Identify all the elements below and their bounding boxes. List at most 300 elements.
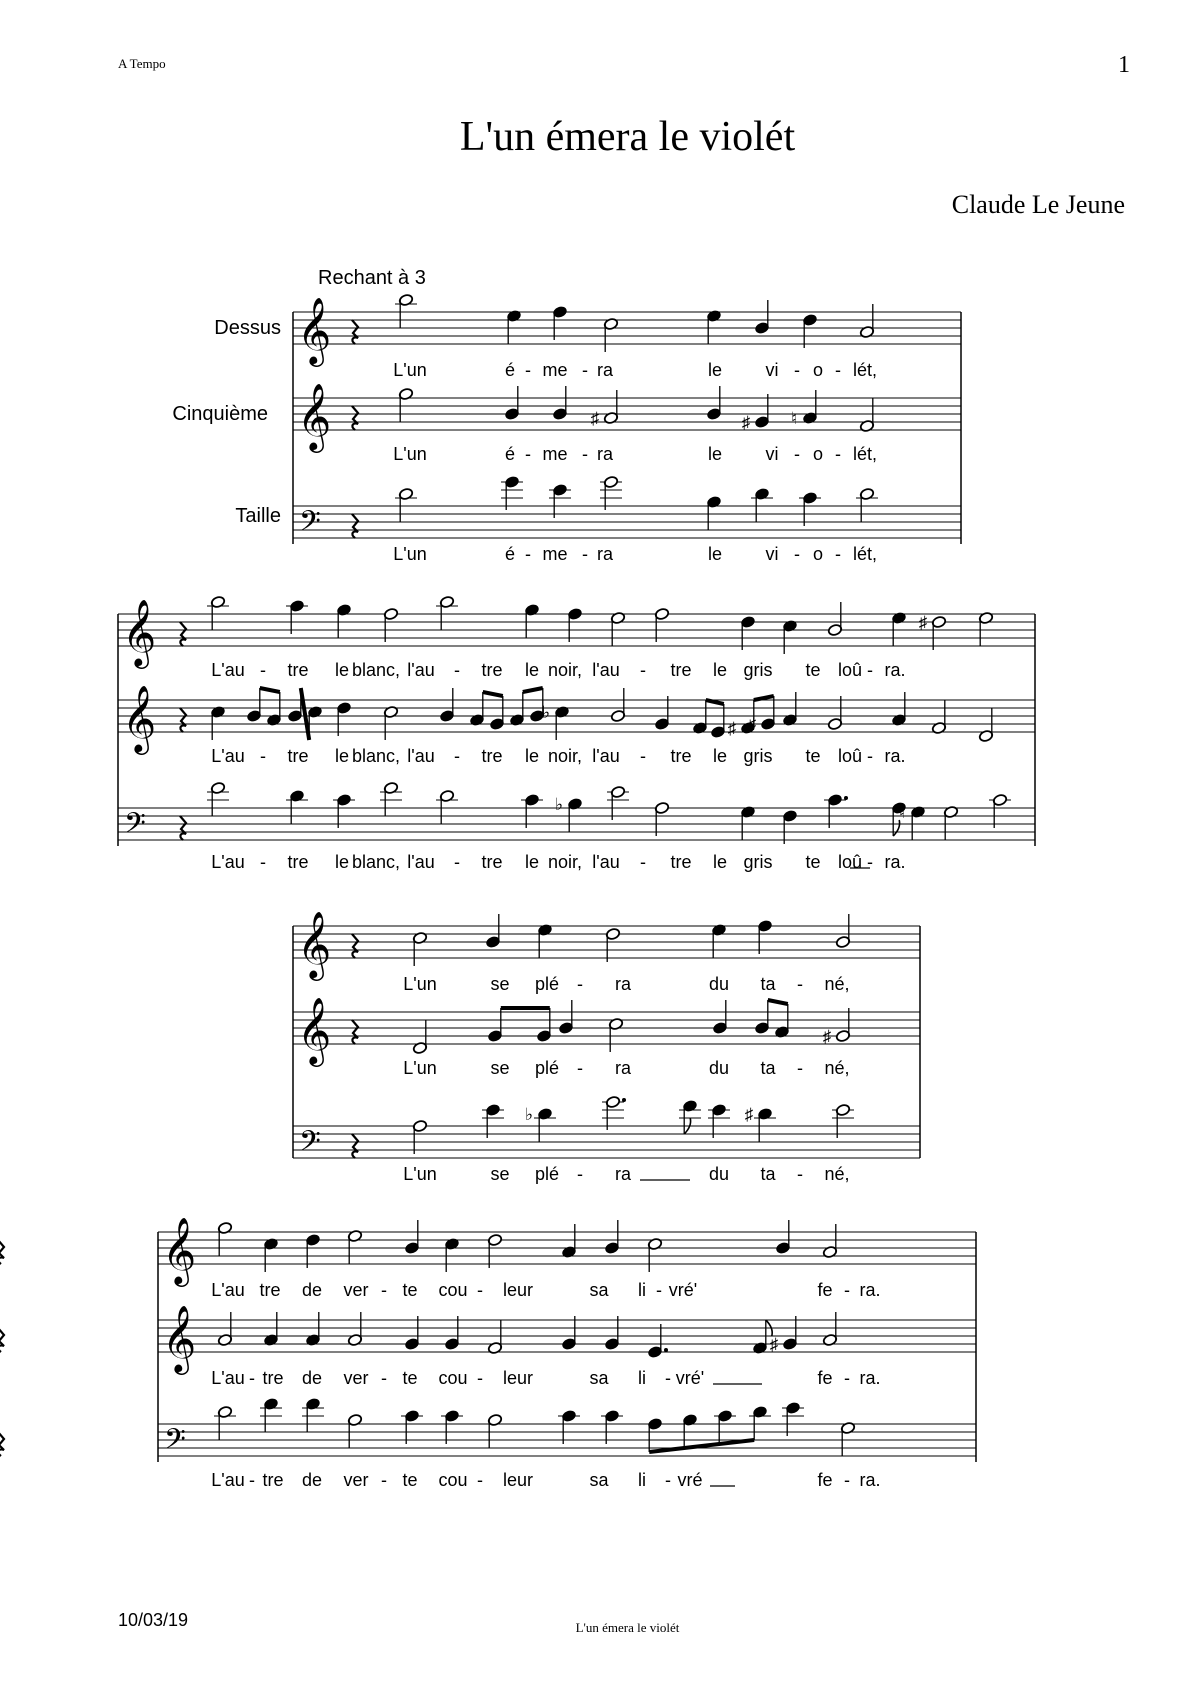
lyric-syllable: - — [260, 746, 266, 766]
lyric-syllable: - — [260, 660, 266, 680]
lyric-syllable: - — [640, 660, 646, 680]
note — [302, 1397, 324, 1432]
lyric-syllable: l'au — [407, 660, 435, 680]
note — [436, 789, 458, 824]
lyric-syllable: te — [805, 746, 821, 766]
lyric-syllable: - — [454, 746, 460, 766]
lyric-syllable: - — [577, 974, 583, 994]
lyric-syllable: le — [524, 746, 540, 766]
note — [333, 793, 355, 828]
note — [552, 305, 567, 340]
note — [347, 1312, 362, 1347]
lyric-syllable: - — [794, 444, 800, 464]
lyric-syllable: L'un — [393, 444, 427, 464]
note — [263, 1312, 278, 1347]
lyric-syllable: - — [249, 1368, 255, 1388]
quarter-rest — [352, 320, 358, 344]
note — [552, 386, 567, 421]
lyric-syllable: le — [712, 852, 728, 872]
note — [604, 1316, 619, 1351]
lyric-syllable: tre — [670, 746, 692, 766]
note — [542, 703, 570, 740]
footer-title: L'un émera le violét — [575, 1620, 680, 1635]
lyric-syllable: - — [656, 1280, 662, 1300]
lyric-syllable: sa — [589, 1368, 609, 1388]
dot — [664, 1348, 668, 1352]
bass-clef: 𝄢 — [124, 808, 146, 846]
note — [286, 599, 308, 634]
note — [647, 1417, 662, 1452]
lyric-syllable: le — [712, 746, 728, 766]
note — [757, 919, 772, 954]
system-1-cinquieme — [293, 384, 961, 464]
note — [444, 1316, 459, 1351]
note — [745, 1105, 776, 1142]
system-4-dessus — [0, 1218, 976, 1300]
note — [859, 304, 874, 339]
lyric-syllable: L'au — [211, 746, 245, 766]
lyric-syllable: - — [381, 1470, 387, 1490]
lyric-syllable: - — [525, 360, 531, 380]
lyric-syllable: é — [504, 444, 516, 464]
note — [978, 611, 993, 646]
lyric-syllable: - — [249, 1470, 255, 1490]
note — [708, 1103, 730, 1138]
lyric-syllable: tre — [287, 746, 309, 766]
note — [501, 475, 523, 510]
lyric-syllable: l'au — [407, 852, 435, 872]
note — [647, 1324, 668, 1359]
lyric-syllable: leur — [502, 1280, 534, 1300]
note — [802, 313, 817, 348]
footer-date: 10/03/19 — [118, 1610, 189, 1630]
note — [210, 705, 225, 740]
note — [380, 781, 402, 816]
note — [489, 696, 504, 731]
lyric-syllable: tre — [481, 852, 503, 872]
note — [487, 1320, 502, 1355]
lyric-syllable: vré — [677, 1470, 703, 1490]
system-3-cinquieme — [293, 998, 920, 1078]
lyric-syllable: l'au — [407, 746, 435, 766]
lyric-syllable: - — [582, 544, 588, 564]
lyric-syllable: - — [844, 1280, 850, 1300]
lyric-syllable: ta — [760, 1164, 776, 1184]
lyric-syllable: ta — [760, 1058, 776, 1078]
lyric-syllable: ra — [596, 544, 614, 564]
note — [260, 1397, 282, 1432]
bass-clef: 𝄢 — [164, 1424, 186, 1462]
lyric-syllable: L'un — [393, 360, 427, 380]
accidental: ♭ — [541, 703, 551, 722]
lyric-syllable: ra. — [859, 1470, 881, 1490]
note — [525, 1105, 556, 1142]
lyric-syllable: L'un — [403, 1058, 437, 1078]
lyric-syllable: plé — [534, 974, 560, 994]
lyric-syllable: le — [334, 852, 350, 872]
note — [654, 607, 669, 642]
lyric-syllable: - — [477, 1470, 483, 1490]
note — [336, 701, 351, 736]
lyric-syllable: - — [381, 1280, 387, 1300]
note — [603, 317, 618, 352]
lyric-syllable: me — [542, 360, 568, 380]
lyric-syllable: loû — [837, 746, 863, 766]
lyric-syllable: - — [454, 852, 460, 872]
lyric-syllable: tre — [481, 660, 503, 680]
note — [782, 1401, 804, 1436]
lyric-syllable: le — [334, 746, 350, 766]
dot — [844, 796, 848, 800]
lyric-syllable: L'au — [211, 1368, 245, 1388]
note — [266, 692, 281, 727]
voice-label-dessus: Dessus — [214, 317, 281, 339]
note — [487, 1233, 502, 1268]
note — [823, 1008, 851, 1046]
note — [832, 1103, 854, 1138]
lyric-syllable: o — [812, 360, 824, 380]
lyric-syllable: li — [638, 1280, 646, 1300]
lyric-syllable: ra — [614, 1164, 632, 1184]
note — [601, 1409, 623, 1444]
accidental: ♯ — [918, 613, 928, 632]
lyric-syllable: blanc, — [351, 746, 401, 766]
quarter-rest — [0, 1328, 4, 1352]
flag — [893, 820, 899, 836]
note — [482, 1103, 504, 1138]
beam — [754, 696, 774, 700]
beam — [768, 1000, 788, 1004]
lyric-syllable: l'au — [592, 746, 620, 766]
quarter-rest — [180, 708, 186, 732]
lyric-syllable: de — [301, 1280, 323, 1300]
note — [217, 1312, 232, 1347]
note — [710, 704, 725, 739]
lyric-syllable: plé — [534, 1164, 560, 1184]
lyric-syllable: te — [402, 1280, 418, 1300]
accidental: ♭ — [554, 795, 564, 814]
lyric-syllable: le — [707, 444, 723, 464]
lyric-syllable: se — [490, 974, 510, 994]
lyric-syllable: sa — [589, 1280, 609, 1300]
system-2-dessus — [118, 595, 1035, 680]
lyric-syllable: - — [640, 852, 646, 872]
note — [692, 700, 707, 735]
lyric-syllable: - — [797, 1164, 803, 1184]
lyric-syllable: de — [301, 1470, 323, 1490]
lyric-syllable: l'au — [592, 852, 620, 872]
lyric-syllable: vré' — [675, 1368, 705, 1388]
note — [740, 615, 755, 650]
lyric-syllable: blanc, — [351, 852, 401, 872]
lyric-syllable: - — [665, 1470, 671, 1490]
note — [610, 611, 625, 646]
lyric-syllable: vi — [765, 360, 779, 380]
accidental: ♯ — [590, 409, 600, 428]
note — [835, 914, 850, 949]
accidental: ♯ — [822, 1027, 832, 1046]
lyric-syllable: du — [708, 974, 730, 994]
lyric-syllable: tre — [287, 852, 309, 872]
bass-clef: 𝄢 — [299, 1126, 321, 1164]
treble-clef: 𝄞 — [122, 600, 157, 665]
note — [782, 809, 797, 844]
note — [706, 495, 721, 530]
page-number: 1 — [1118, 52, 1130, 78]
lyric-syllable: - — [867, 660, 873, 680]
note — [561, 1224, 576, 1259]
note — [749, 1405, 771, 1440]
lyric-syllable: - — [797, 1058, 803, 1078]
quarter-rest — [180, 816, 186, 840]
composer: Claude Le Jeune — [951, 190, 1125, 219]
note — [706, 386, 721, 421]
note — [487, 1413, 502, 1448]
lyric-syllable: noir, — [547, 746, 583, 766]
lyric-syllable: se — [490, 1058, 510, 1078]
lyric-syllable: ra. — [859, 1280, 881, 1300]
lyric-syllable: ra. — [884, 746, 906, 766]
note — [487, 1008, 502, 1043]
voice-label-taille: Taille — [235, 505, 281, 527]
note — [602, 1095, 626, 1130]
treble-clef: 𝄞 — [297, 384, 332, 449]
lyric-syllable: - — [835, 360, 841, 380]
lyric-syllable: - — [525, 544, 531, 564]
lyric-syllable: tre — [287, 660, 309, 680]
beam — [649, 1440, 754, 1452]
note — [401, 1409, 423, 1444]
lyric-syllable: gris — [743, 746, 773, 766]
quarter-rest — [352, 406, 358, 430]
lyric-syllable: lét, — [852, 360, 878, 380]
note — [404, 1316, 419, 1351]
lyric-syllable: leur — [502, 1368, 534, 1388]
lyric-syllable: li — [638, 1470, 646, 1490]
note — [207, 781, 229, 816]
note — [742, 394, 770, 432]
lyric-syllable: L'au — [211, 852, 245, 872]
note — [827, 602, 842, 637]
lyric-syllable: - — [640, 746, 646, 766]
note — [856, 487, 878, 522]
note — [891, 611, 906, 646]
treble-clef: 𝄞 — [297, 998, 332, 1063]
lyric-syllable: de — [301, 1368, 323, 1388]
accidental: ♭ — [524, 1105, 534, 1124]
lyric-syllable: noir, — [547, 852, 583, 872]
note — [714, 1409, 736, 1444]
lyric-syllable: L'un — [393, 544, 427, 564]
lyric-syllable: vré' — [668, 1280, 698, 1300]
beam — [706, 700, 724, 704]
lyric-syllable: leur — [502, 1470, 534, 1490]
lyric-syllable: le — [524, 660, 540, 680]
lyric-syllable: ver — [343, 1280, 369, 1300]
lyric-syllable: te — [805, 852, 821, 872]
lyric-syllable: ver — [343, 1368, 369, 1388]
lyric-syllable: L'un — [403, 974, 437, 994]
lyric-syllable: o — [812, 544, 824, 564]
lyric-syllable: du — [708, 1058, 730, 1078]
quarter-rest — [352, 1020, 358, 1044]
lyric-syllable: te — [402, 1368, 418, 1388]
note — [347, 1413, 362, 1448]
lyric-syllable: sa — [589, 1470, 609, 1490]
lyric-syllable: tre — [670, 852, 692, 872]
lyric-syllable: - — [582, 444, 588, 464]
lyric-syllable: loû — [837, 660, 863, 680]
note — [383, 607, 398, 642]
note — [754, 300, 769, 335]
lyric-syllable: fe — [817, 1280, 833, 1300]
lyric-syllable: né, — [824, 1164, 850, 1184]
note — [439, 688, 454, 723]
lyric-syllable: ra. — [884, 852, 906, 872]
lyric-syllable: - — [794, 360, 800, 380]
note — [608, 1017, 623, 1052]
quarter-rest — [0, 1240, 4, 1264]
note — [524, 603, 539, 638]
lyric-syllable: te — [402, 1470, 418, 1490]
bass-clef: 𝄢 — [299, 506, 321, 544]
lyric-syllable: l'au — [592, 660, 620, 680]
note — [286, 789, 308, 824]
lyric-syllable: L'un — [403, 1164, 437, 1184]
lyric-syllable: se — [490, 1164, 510, 1184]
note — [412, 1020, 427, 1055]
voice-label-cinquieme: Cinquième — [172, 403, 268, 425]
note — [943, 805, 958, 840]
accidental: ♯ — [747, 715, 757, 734]
note — [441, 1409, 463, 1444]
lyric-syllable: - — [797, 974, 803, 994]
lyric-syllable: - — [835, 444, 841, 464]
treble-clef: 𝄞 — [162, 1306, 197, 1371]
note — [827, 696, 842, 731]
note — [782, 619, 797, 654]
note — [891, 692, 906, 727]
lyric-syllable: - — [844, 1470, 850, 1490]
note — [395, 487, 417, 522]
lyric-syllable: me — [542, 544, 568, 564]
note — [654, 801, 669, 836]
system-4-cinquieme — [0, 1306, 976, 1388]
lyric-syllable: ra — [596, 444, 614, 464]
lyric-syllable: loû — [837, 852, 863, 872]
note — [605, 927, 620, 962]
lyric-syllable: noir, — [547, 660, 583, 680]
system-4-taille — [0, 1397, 976, 1490]
lyric-syllable: - — [582, 360, 588, 380]
lyric-syllable: tre — [481, 746, 503, 766]
lyric-syllable: le — [707, 544, 723, 564]
treble-clef: 𝄞 — [297, 298, 332, 363]
quarter-rest — [352, 1134, 358, 1158]
lyric-syllable: le — [712, 660, 728, 680]
note — [305, 1233, 320, 1268]
note — [775, 1220, 790, 1255]
note — [263, 1237, 278, 1272]
note — [537, 923, 552, 958]
note — [412, 1119, 427, 1154]
note — [774, 1004, 789, 1039]
lyric-syllable: cou — [438, 1368, 468, 1388]
lyric-syllable: - — [577, 1058, 583, 1078]
note — [600, 475, 622, 510]
note — [506, 309, 521, 344]
note — [217, 1221, 232, 1256]
note — [504, 386, 519, 421]
note — [824, 793, 848, 828]
system-3-taille — [293, 1095, 920, 1184]
lyric-syllable: ra — [614, 974, 632, 994]
system-2-cinquieme — [118, 686, 1035, 766]
lyric-syllable: le — [707, 360, 723, 380]
note — [404, 1220, 419, 1255]
accidental: ♯ — [744, 1105, 754, 1124]
lyric-syllable: me — [542, 444, 568, 464]
note — [436, 595, 458, 630]
beam — [260, 688, 280, 692]
note — [536, 1008, 551, 1043]
note — [395, 293, 417, 328]
note — [712, 1000, 727, 1035]
note — [383, 705, 398, 740]
lyric-syllable: - — [525, 444, 531, 464]
lyric-syllable: lét, — [852, 544, 878, 564]
lyric-syllable: L'au — [211, 1280, 245, 1300]
tempo-marking: A Tempo — [118, 56, 166, 71]
note — [754, 1000, 769, 1035]
lyric-syllable: ta — [760, 974, 776, 994]
lyric-syllable: - — [260, 852, 266, 872]
beam — [483, 692, 503, 696]
note — [679, 1099, 701, 1134]
note — [604, 1220, 619, 1255]
lyric-syllable: li — [638, 1368, 646, 1388]
note — [444, 1237, 459, 1272]
note — [989, 793, 1011, 828]
note — [931, 700, 946, 735]
lyric-syllable: - — [477, 1368, 483, 1388]
lyric-syllable: né, — [824, 1058, 850, 1078]
note — [336, 603, 351, 638]
note — [398, 387, 413, 422]
note — [305, 1312, 320, 1347]
lyric-syllable: ra. — [859, 1368, 881, 1388]
note — [558, 1409, 580, 1444]
note — [485, 914, 500, 949]
note — [751, 487, 773, 522]
lyric-syllable: - — [867, 746, 873, 766]
accidental: ♮ — [898, 803, 906, 822]
note — [555, 795, 583, 832]
system-3-dessus — [293, 912, 920, 994]
lyric-syllable: ra. — [884, 660, 906, 680]
system-1-dessus — [293, 293, 961, 380]
lyric-syllable: o — [812, 444, 824, 464]
note — [214, 1405, 236, 1440]
note — [610, 688, 625, 723]
lyric-syllable: - — [454, 660, 460, 680]
note — [647, 1237, 662, 1272]
note — [822, 1312, 837, 1347]
treble-clef: 𝄞 — [297, 912, 332, 977]
note — [607, 785, 629, 820]
note — [706, 309, 721, 344]
note — [840, 1421, 855, 1456]
